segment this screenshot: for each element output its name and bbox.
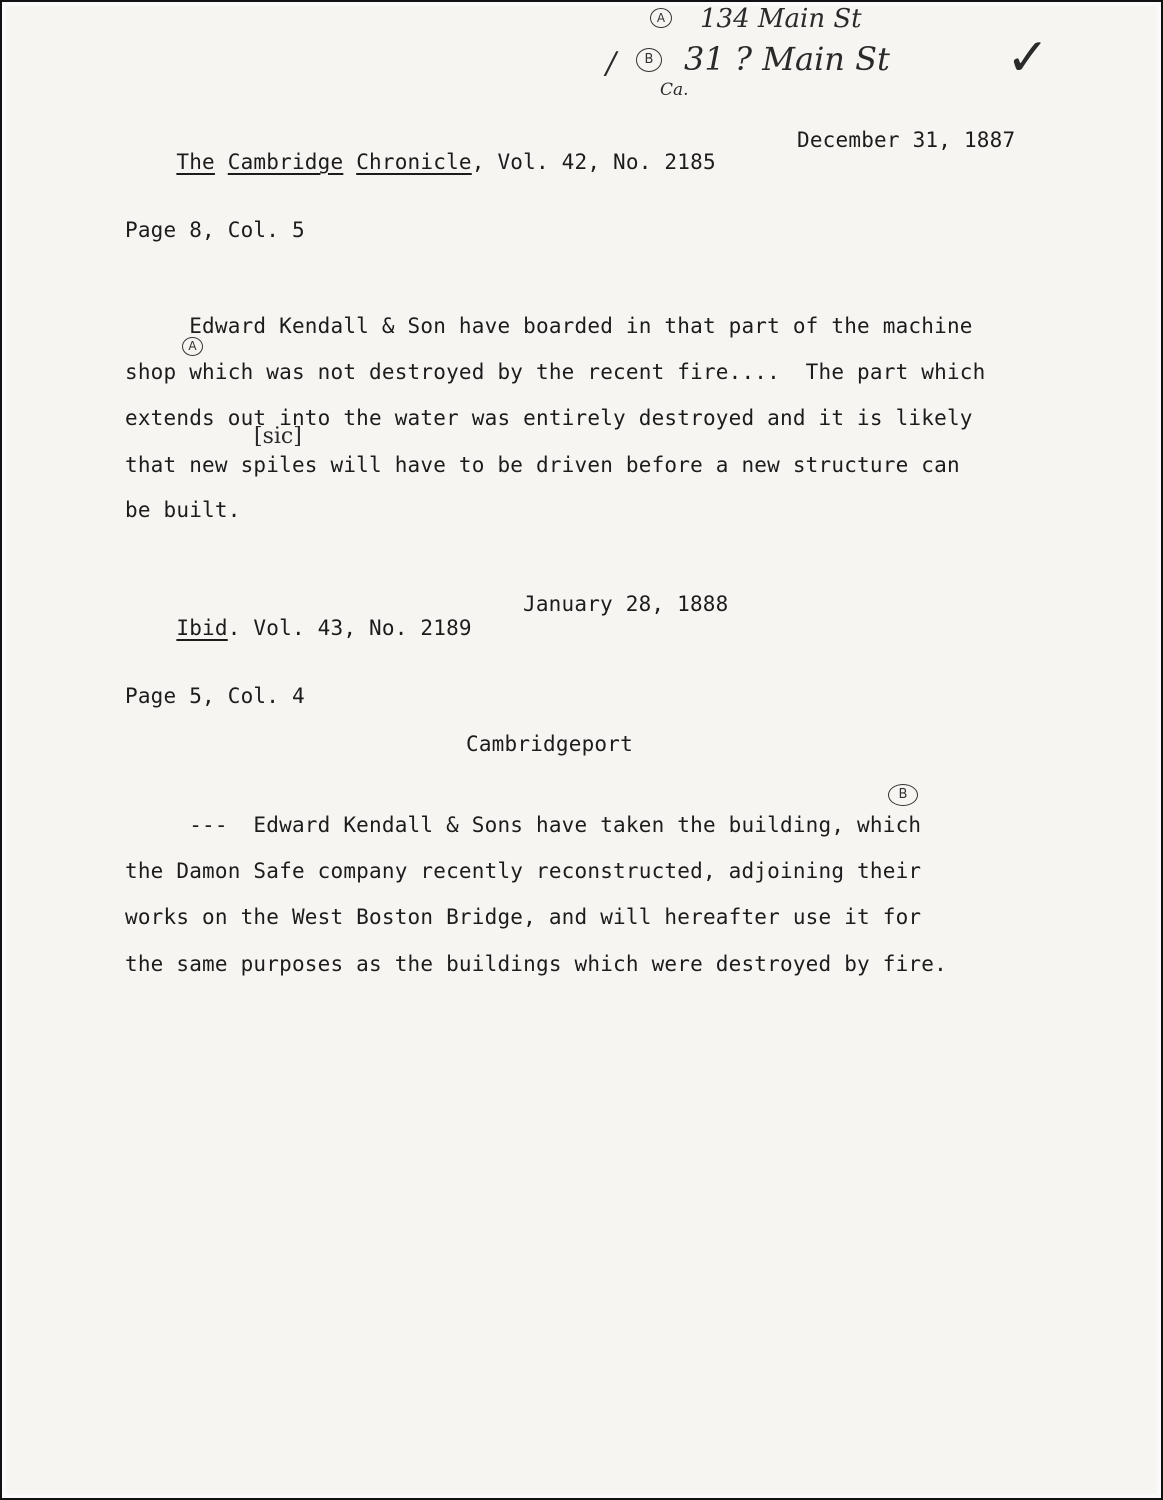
source-title-word-2: Cambridge	[227, 150, 344, 174]
issue-date-2: January 28, 1888	[523, 592, 729, 616]
handwritten-mark-b: B	[636, 48, 662, 72]
body-line: that new spiles will have to be driven before a new structure can	[125, 453, 960, 477]
source-title-word-3: Chronicle	[356, 150, 472, 174]
body-line: --- Edward Kendall & Sons have taken the building, which	[125, 813, 922, 837]
body-line: works on the West Boston Bridge, and will hereafter use it for	[125, 905, 922, 929]
source-title-word-1: The	[176, 150, 215, 174]
handwritten-ca-note: Ca.	[660, 80, 689, 100]
source-citation-2	[125, 592, 472, 664]
source-citation-1	[125, 126, 716, 198]
body-line: the Damon Safe company recently reconstructed, adjoining their	[125, 859, 922, 883]
source-ibid: Ibid	[176, 616, 228, 640]
page-column-1: Page 8, Col. 5	[125, 218, 305, 242]
inline-mark-a: A	[182, 337, 203, 356]
handwritten-address-b: 31 ? Main St	[684, 40, 890, 78]
page-column-2: Page 5, Col. 4	[125, 684, 305, 708]
handwritten-tick-small: /	[606, 46, 617, 81]
handwritten-address-a: 134 Main St	[700, 4, 862, 34]
body-line: Edward Kendall & Son have boarded in that part of the machine	[125, 314, 973, 338]
issue-number-1: , Vol. 42, No. 2185	[471, 150, 716, 174]
handwritten-mark-a: A	[650, 8, 672, 28]
body-line: extends out into the water was entirely destroyed and it is likely	[125, 406, 973, 430]
body-line: be built.	[125, 498, 241, 522]
body-line: the same purposes as the buildings which were destroyed by fire.	[125, 952, 947, 976]
issue-number-2: . Vol. 43, No. 2189	[227, 616, 472, 640]
handwritten-check-icon: ✓	[1006, 28, 1050, 88]
body-line: shop which was not destroyed by the recent fire.... The part which	[125, 360, 986, 384]
section-heading: Cambridgeport	[466, 732, 633, 756]
sic-annotation: [sic]	[254, 424, 302, 449]
inline-mark-b: B	[888, 784, 918, 806]
issue-date-1: December 31, 1887	[797, 128, 1016, 152]
